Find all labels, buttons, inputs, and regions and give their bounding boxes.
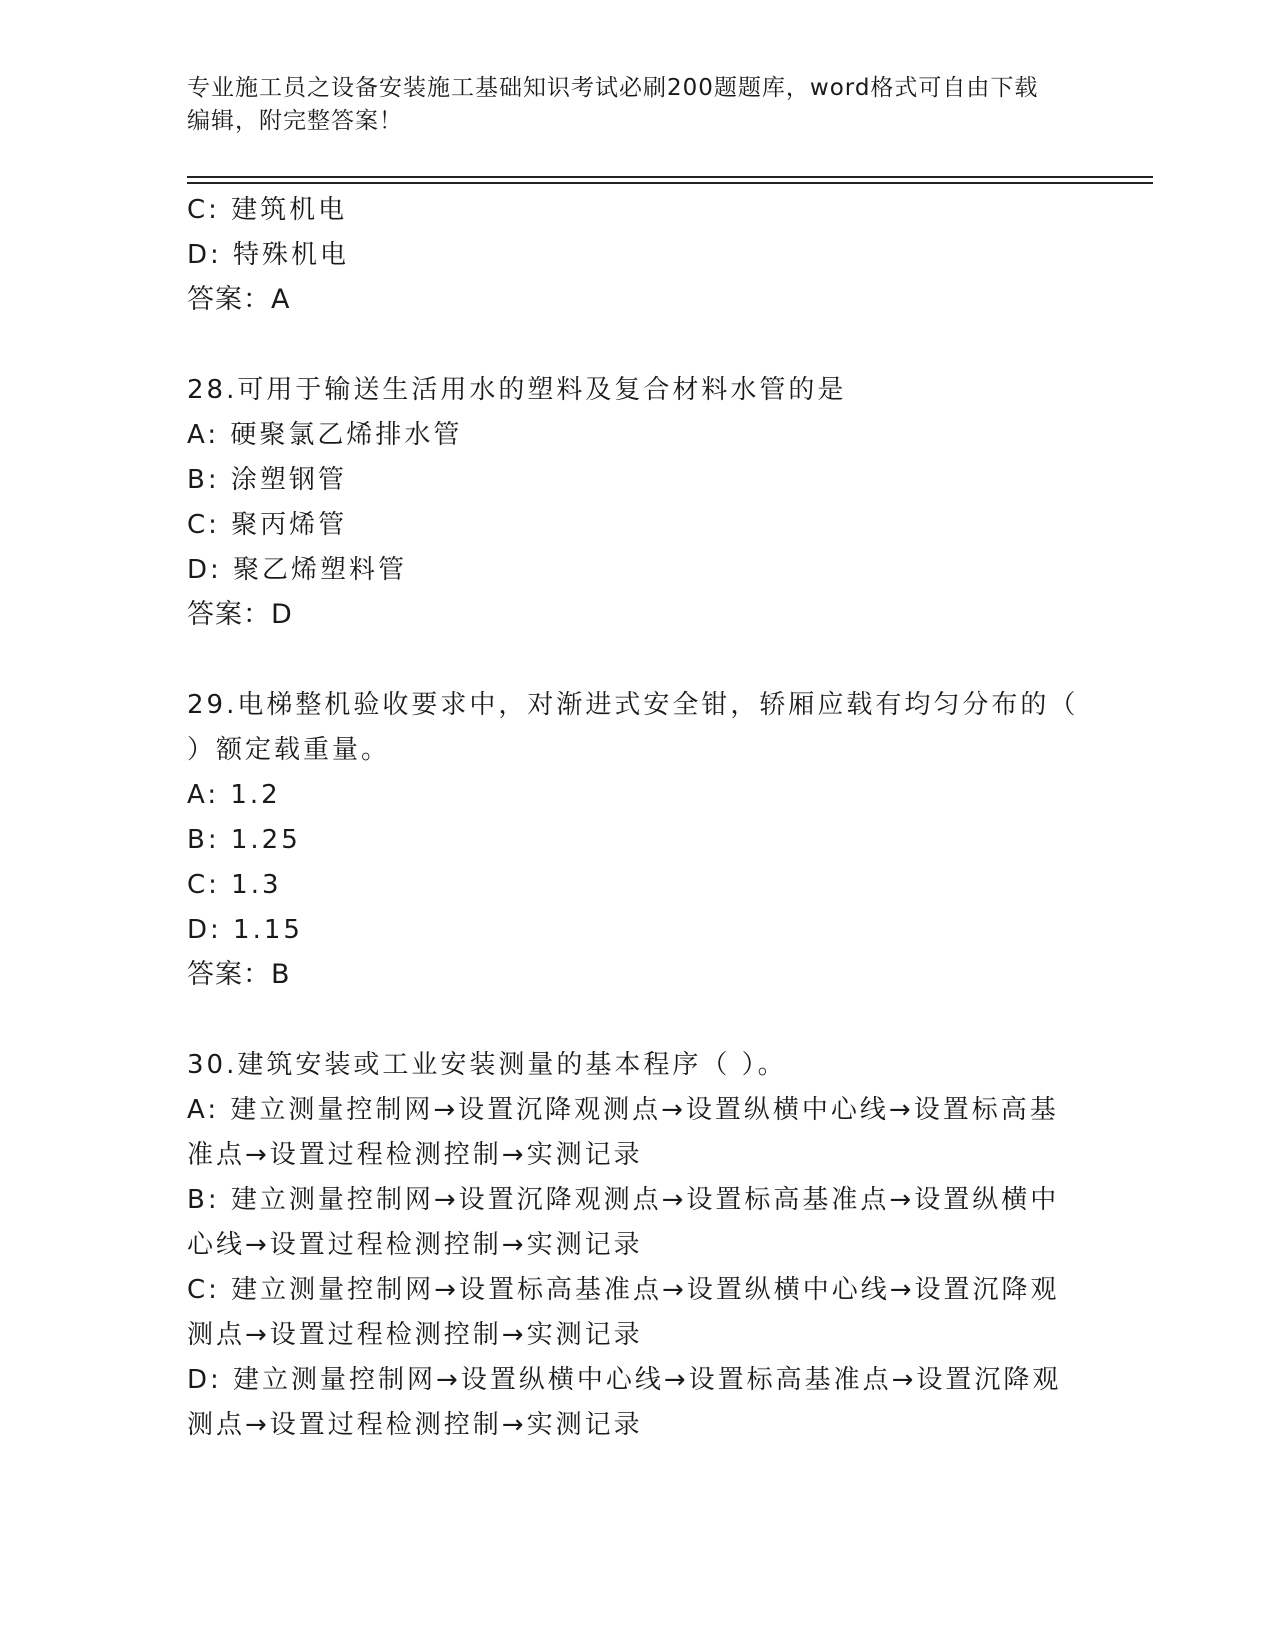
q29-option-c: C: 1.3 [187,870,282,900]
q27-answer: 答案：A [187,284,291,315]
q30-option-b-line-1: B: 建立测量控制网→设置沉降观测点→设置标高基准点→设置纵横中 [187,1185,1060,1215]
q30-option-c-line-2: 测点→设置过程检测控制→实测记录 [187,1320,643,1350]
q28-option-b: B: 涂塑钢管 [187,465,347,495]
q30-option-d-line-1: D: 建立测量控制网→设置纵横中心线→设置标高基准点→设置沉降观 [187,1365,1062,1395]
q28-question: 28.可用于输送生活用水的塑料及复合材料水管的是 [187,375,847,405]
q27-option-d: D: 特殊机电 [187,240,350,270]
q27-option-c: C: 建筑机电 [187,195,348,225]
q29-option-a: A: 1.2 [187,780,281,810]
q29-question-line-1: 29.电梯整机验收要求中，对渐进式安全钳，轿厢应载有均匀分布的（ [187,690,1079,720]
document-header [187,72,1067,138]
q30-option-b-line-2: 心线→设置过程检测控制→实测记录 [187,1230,643,1260]
q30-question: 30.建筑安装或工业安装测量的基本程序（ ）。 [187,1050,787,1080]
header-rule-bottom [187,182,1153,184]
q29-question-line-2: ）额定载重量。 [187,735,391,765]
q28-option-a: A: 硬聚氯乙烯排水管 [187,420,463,450]
q30-option-d-line-2: 测点→设置过程检测控制→实测记录 [187,1410,643,1440]
q29-option-d: D: 1.15 [187,915,303,945]
q28-option-d: D: 聚乙烯塑料管 [187,555,408,585]
q28-answer: 答案：D [187,599,293,630]
q30-option-a-line-2: 准点→设置过程检测控制→实测记录 [187,1140,643,1170]
q30-option-c-line-1: C: 建立测量控制网→设置标高基准点→设置纵横中心线→设置沉降观 [187,1275,1060,1305]
q29-option-b: B: 1.25 [187,825,301,855]
q29-answer: 答案：B [187,959,291,990]
header-rule-top [187,176,1153,178]
header-line-2: 编辑，附完整答案！ [187,108,403,134]
header-line-1: 专业施工员之设备安装施工基础知识考试必刷200题题库，word格式可自由下载 [187,75,1039,101]
q30-option-a-line-1: A: 建立测量控制网→设置沉降观测点→设置纵横中心线→设置标高基 [187,1095,1059,1125]
q28-option-c: C: 聚丙烯管 [187,510,348,540]
